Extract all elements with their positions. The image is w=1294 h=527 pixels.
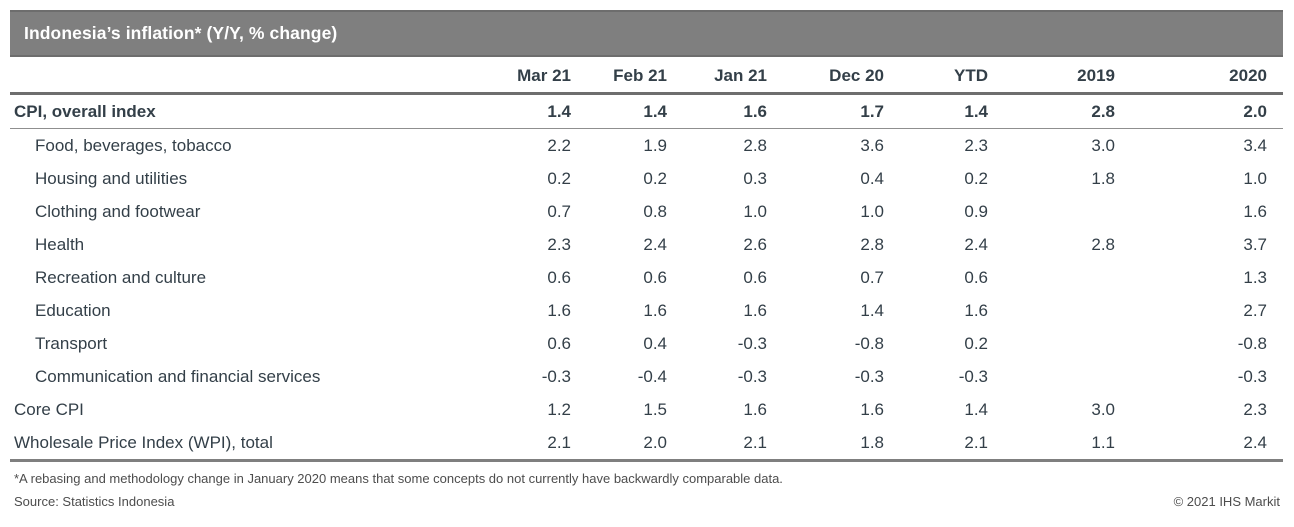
- value-cell: -0.3: [854, 367, 884, 386]
- value-cell: 2.2: [547, 136, 571, 155]
- value-cell: 1.6: [964, 301, 988, 320]
- value-cell: 0.2: [964, 169, 988, 188]
- value-cell: 0.8: [643, 202, 667, 221]
- column-header: Mar 21: [476, 57, 571, 94]
- table-row: [10, 195, 1283, 228]
- value-cell: 1.9: [643, 136, 667, 155]
- table-row: [10, 360, 1283, 393]
- table-body: [10, 94, 1283, 461]
- value-cell: 1.5: [643, 400, 667, 419]
- column-header: Jan 21: [667, 57, 767, 94]
- table-title: Indonesia’s inflation* (Y/Y, % change): [24, 23, 338, 43]
- row-label: CPI, overall index: [10, 94, 476, 129]
- value-cell: 0.2: [547, 169, 571, 188]
- report-exhibit: [0, 10, 1294, 527]
- row-label: Housing and utilities: [35, 169, 188, 188]
- row-label: Transport: [35, 334, 108, 353]
- value-cell: 1.4: [964, 400, 988, 419]
- value-cell: 1.6: [743, 301, 767, 320]
- inflation-table: [10, 57, 1283, 462]
- value-cell: -0.3: [541, 367, 571, 386]
- value-cell: 1.4: [571, 94, 667, 129]
- table-row: [10, 261, 1283, 294]
- value-cell: [988, 360, 1115, 393]
- value-cell: 2.8: [988, 94, 1115, 129]
- value-cell: 0.9: [964, 202, 988, 221]
- table-row: [10, 294, 1283, 327]
- value-cell: 2.4: [1115, 426, 1283, 461]
- row-label: Core CPI: [14, 400, 84, 419]
- value-cell: 1.4: [476, 94, 571, 129]
- value-cell: 2.4: [643, 235, 667, 254]
- value-cell: -0.8: [854, 334, 884, 353]
- value-cell: 0.6: [743, 268, 767, 287]
- value-cell: 1.3: [1243, 268, 1267, 287]
- value-cell: 1.6: [667, 94, 767, 129]
- value-cell: 3.7: [1243, 235, 1267, 254]
- value-cell: 1.6: [643, 301, 667, 320]
- source-note: Source: Statistics Indonesia: [14, 494, 175, 509]
- column-header: 2020: [1115, 57, 1283, 94]
- row-label: Food, beverages, tobacco: [35, 136, 232, 155]
- value-cell: 0.2: [643, 169, 667, 188]
- value-cell: 2.8: [860, 235, 884, 254]
- value-cell: 1.0: [743, 202, 767, 221]
- value-cell: 0.6: [547, 268, 571, 287]
- value-cell: 1.6: [860, 400, 884, 419]
- copyright-note: © 2021 IHS Markit: [1173, 494, 1280, 509]
- value-cell: 0.4: [860, 169, 884, 188]
- value-cell: [988, 294, 1115, 327]
- footnote: *A rebasing and methodology change in January 2020 means that some concepts do not currently have backwardly comparable data.: [14, 471, 783, 486]
- value-cell: -0.8: [1237, 334, 1267, 353]
- value-cell: 3.0: [1091, 400, 1115, 419]
- row-label: Recreation and culture: [35, 268, 207, 287]
- column-header: 2019: [988, 57, 1115, 94]
- source-row: [14, 494, 1280, 510]
- value-cell: 2.1: [476, 426, 571, 461]
- table-row: [10, 94, 1283, 129]
- value-cell: 1.6: [1243, 202, 1267, 221]
- value-cell: 1.1: [988, 426, 1115, 461]
- column-header-row: [10, 57, 1283, 94]
- table-row: [10, 393, 1283, 426]
- value-cell: -0.3: [1237, 367, 1267, 386]
- value-cell: 0.7: [860, 268, 884, 287]
- value-cell: 3.0: [1091, 136, 1115, 155]
- row-label-header: [10, 57, 476, 94]
- value-cell: [988, 327, 1115, 360]
- column-header: YTD: [884, 57, 988, 94]
- table-row: [10, 162, 1283, 195]
- value-cell: -0.4: [637, 367, 667, 386]
- value-cell: -0.3: [958, 367, 988, 386]
- value-cell: 0.6: [643, 268, 667, 287]
- value-cell: 1.8: [767, 426, 884, 461]
- value-cell: 1.4: [884, 94, 988, 129]
- value-cell: 2.3: [1243, 400, 1267, 419]
- value-cell: 2.7: [1243, 301, 1267, 320]
- value-cell: -0.3: [737, 334, 767, 353]
- column-header: Feb 21: [571, 57, 667, 94]
- value-cell: 2.0: [571, 426, 667, 461]
- row-label: Education: [35, 301, 111, 320]
- row-label: Clothing and footwear: [35, 202, 201, 221]
- value-cell: 2.0: [1115, 94, 1283, 129]
- value-cell: [988, 261, 1115, 294]
- value-cell: 1.2: [547, 400, 571, 419]
- table-row: [10, 327, 1283, 360]
- row-label: Wholesale Price Index (WPI), total: [10, 426, 476, 461]
- value-cell: 2.1: [884, 426, 988, 461]
- table-row: [10, 228, 1283, 261]
- value-cell: 2.3: [964, 136, 988, 155]
- table-title-bar: [10, 10, 1283, 57]
- value-cell: 1.7: [767, 94, 884, 129]
- value-cell: 2.4: [964, 235, 988, 254]
- value-cell: 1.0: [860, 202, 884, 221]
- value-cell: 1.6: [547, 301, 571, 320]
- value-cell: 1.8: [1091, 169, 1115, 188]
- value-cell: 0.4: [643, 334, 667, 353]
- value-cell: 1.0: [1243, 169, 1267, 188]
- row-label: Communication and financial services: [35, 367, 321, 386]
- value-cell: 1.4: [860, 301, 884, 320]
- value-cell: 3.4: [1243, 136, 1267, 155]
- value-cell: -0.3: [737, 367, 767, 386]
- value-cell: 0.6: [547, 334, 571, 353]
- value-cell: 2.3: [547, 235, 571, 254]
- value-cell: 2.6: [743, 235, 767, 254]
- value-cell: 0.6: [964, 268, 988, 287]
- value-cell: 2.8: [743, 136, 767, 155]
- value-cell: 1.6: [743, 400, 767, 419]
- value-cell: 0.7: [547, 202, 571, 221]
- value-cell: 3.6: [860, 136, 884, 155]
- column-header: Dec 20: [767, 57, 884, 94]
- value-cell: 2.8: [1091, 235, 1115, 254]
- value-cell: 2.1: [667, 426, 767, 461]
- value-cell: 0.3: [743, 169, 767, 188]
- value-cell: 0.2: [964, 334, 988, 353]
- value-cell: [988, 195, 1115, 228]
- table-row: [10, 129, 1283, 163]
- row-label: Health: [35, 235, 85, 254]
- table-row: [10, 426, 1283, 461]
